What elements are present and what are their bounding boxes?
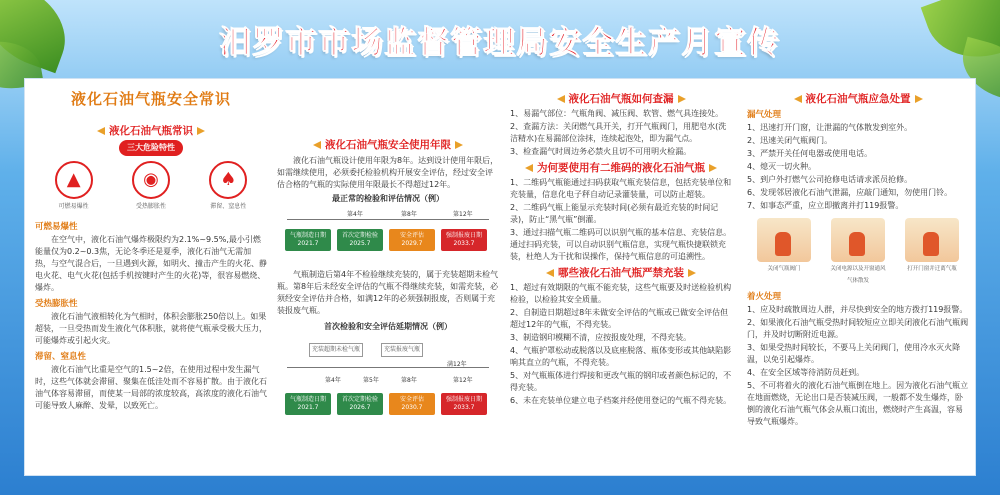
list-item: 3、检查漏气时周边务必禁火且切不可用明火检漏。 — [510, 147, 692, 156]
hazard-item — [200, 161, 256, 213]
gas-cylinder-illustration — [905, 218, 959, 262]
hazard-badge: 三大危险特性 — [119, 140, 183, 156]
section-title-emergency: 液化石油气瓶应急处置 — [747, 93, 969, 105]
section-title-prohibited-filling: 哪些液化石油气瓶严禁充装 — [510, 267, 732, 279]
timeline-axis — [287, 367, 489, 368]
timeline-box: 安全评估 2030.7 — [389, 393, 435, 415]
content-board — [24, 78, 976, 476]
illustration-caption: 关闭电源以及开窗通风气体散发 — [830, 266, 886, 284]
service-life-text: 液化石油气瓶设计使用年限为8年。达到设计使用年限后，如需继续使用，必须委托检验机构开展安全评估，经过安全评估合格的气瓶的实际使用年限最长不得超过12年。 — [277, 156, 499, 189]
timeline-year: 第8年 — [401, 377, 417, 384]
hazard-title: 滞留、窒息性 — [35, 352, 87, 362]
hazard-label: 滞留、窒息性 — [210, 203, 247, 210]
timeline-year: 第8年 — [401, 211, 417, 218]
list-item: 2、自制造日期超过8年未做安全评估的气瓶或已做安全评估但超过12年的气瓶，不得充装。 — [510, 308, 729, 329]
timeline-normal — [277, 193, 499, 269]
timeline-box: 气瓶制造日期 2021.7 — [285, 393, 331, 415]
column-emergency — [747, 79, 969, 475]
hazard-label: 受热膨胀性 — [135, 203, 166, 210]
column-common-sense — [35, 79, 267, 475]
section-title-qr-code: 为何要使用有二维码的液化石油气瓶 — [510, 162, 732, 174]
main-heading: 液化石油气瓶安全常识 — [70, 90, 231, 108]
list-item: 5、不可将着火的液化石油气瓶倒在地上。因为液化石油气瓶立在地面燃烧，无论出口是否装减压阀，一般都不发生爆炸，卧倒的液化石油气瓶气体会从瓶口流出，燃烧时产生高温，容易导致气瓶爆炸。 — [747, 381, 969, 426]
list-item: 1、应及时疏散周边人群，并尽快到安全的地方拨打119报警。 — [747, 305, 968, 314]
list-item: 3、如果受热时间较长，不要马上关闭阀门，使用冷水灭火降温，以免引起爆炸。 — [747, 343, 961, 364]
timeline-year: 第12年 — [453, 211, 473, 218]
list-item: 7、如事态严重，应立即撤离并打119报警。 — [747, 201, 904, 210]
page-title: 汨罗市市场监督管理局安全生产月宣传 — [219, 24, 781, 61]
list-item: 6、未在充装单位建立电子档案并经使用登记的气瓶不得充装。 — [510, 396, 732, 405]
list-item: 4、气瓶护罩松动或脱落以及底座脱落、瓶体变形或其他缺陷影响其直立的气瓶，不得充装。 — [510, 346, 732, 367]
list-item: 1、超过有效期限的气瓶不能充装，这些气瓶要及时送检验机构检验，以检验其安全质量。 — [510, 283, 732, 304]
list-item: 1、二维码气瓶能通过扫码获取气瓶充装信息，包括充装单位和充装量，信息化电子秤自动记录灌装量，可以防止超装。 — [510, 178, 732, 199]
hazard-item — [123, 161, 179, 213]
fire-icon: ▲ — [55, 161, 93, 199]
hazard-text: 液化石油气比重是空气的1.5~2倍，在使用过程中发生漏气时，这些气体就会滞留、聚集在低洼处而不容易扩散。由于液化石油气体容易滞留，而使某一局部的浓度较高，高浓度的液化石油气可能导致人麻醉、发晕，以致死亡。 — [35, 365, 267, 410]
hazard-title: 受热膨胀性 — [35, 299, 78, 309]
expansion-icon: ◉ — [132, 161, 170, 199]
illustration-row — [747, 218, 969, 287]
list-item: 5、对气瓶瓶体进行焊接和更改气瓶的钢印或者颜色标记的，不得充装。 — [510, 371, 732, 392]
list-item: 2、查漏方法：关闭燃气具开关，打开气瓶阀门，用肥皂水(洗洁精水)在易漏部位涂抹，连续起泡处，即为漏气点。 — [510, 122, 727, 143]
list-item: 1、迅速打开门窗，让泄漏的气体散发到室外。 — [747, 123, 913, 132]
list-item: 3、严禁开关任何电器或使用电话。 — [747, 149, 873, 158]
timeline-box: 首次定期检验 2025.7 — [337, 229, 383, 251]
hazard-icons — [35, 161, 267, 213]
list-item: 2、迅速关闭气瓶阀门。 — [747, 136, 833, 145]
section-title-service-life: 液化石油气瓶安全使用年限 — [277, 139, 499, 151]
timeline-delayed — [277, 321, 499, 421]
list-item: 2、二维码气瓶上能显示充装时间(必须有最近充装的时间记录)，防止“黑气瓶”倒灌。 — [510, 203, 719, 224]
service-life-text-2: 气瓶制造后第4年不检验继续充装的，属于充装超期未检气瓶。第8年后未经安全评估的气瓶不得继续充装，如需充装，必须经安全评估并合格，如满12年的必须强制报废，否则属于充装报废气瓶。 — [277, 270, 499, 315]
list-item: 1、易漏气部位：气瓶角阀、减压阀、软管、燃气具连接处。 — [510, 109, 724, 118]
section-title-leak-check: 液化石油气瓶如何查漏 — [510, 93, 732, 105]
illustration-caption: 关闭气瓶阀门 — [767, 266, 801, 272]
timeline-caption: 首次检验和安全评估延期情况（例） — [324, 322, 452, 331]
lungs-icon: ♠ — [209, 161, 247, 199]
gas-cylinder-illustration — [831, 218, 885, 262]
list-item: 5、到户外打燃气公司抢修电话请求派员抢修。 — [747, 175, 913, 184]
hazard-title: 可燃易爆性 — [35, 222, 78, 232]
illustration — [829, 218, 887, 287]
hazard-text: 在空气中，液化石油气爆炸极限约为2.1%~9.5%,最小引燃能量仅为0.2~0.3焦，无论冬季还是夏季，液化石油气无需加热，与空气混合后，一旦遇到火源，如明火、撞击产生的火花、静电火花、电气火花(包括手机按键时产生的火花)等，很容易燃烧、爆炸。 — [35, 235, 267, 292]
list-item: 2、如果液化石油气瓶受热时间较短应立即关闭液化石油气瓶阀门，并及时切断附近电源。 — [747, 318, 969, 339]
timeline-year: 第4年 — [347, 211, 363, 218]
timeline-box: 首次定期检验 2026.7 — [337, 393, 383, 415]
timeline-year: 第12年 — [453, 377, 473, 384]
timeline-label: 充装报废气瓶 — [381, 343, 423, 357]
timeline-box: 气瓶制造日期 2021.7 — [285, 229, 331, 251]
fire-handling-title: 着火处理 — [747, 292, 782, 302]
illustration-caption: 打开门窗并迁离气瓶 — [907, 266, 957, 272]
timeline-year: 第5年 — [363, 377, 379, 384]
timeline-label: 充装超期未检气瓶 — [309, 343, 363, 357]
timeline-span: 满12年 — [447, 361, 467, 368]
hazard-label: 可燃易爆性 — [58, 203, 89, 210]
hazard-item — [46, 161, 102, 213]
illustration — [755, 218, 813, 287]
leak-handling-title: 漏气处理 — [747, 110, 782, 120]
list-item: 3、通过扫描气瓶二维码可以识别气瓶的基本信息、充装信息。通过扫码充装，可以自动识别气瓶信息，实现气瓶快捷联锁充装，杜绝人为干扰和误操作，保持气瓶信息的可追溯性。 — [510, 228, 732, 261]
list-item: 3、制造钢印模糊不清，应按报废处理，不得充装。 — [510, 333, 692, 342]
gas-cylinder-illustration — [757, 218, 811, 262]
timeline-box: 强制报废日期 2033.7 — [441, 229, 487, 251]
timeline-year: 第4年 — [325, 377, 341, 384]
timeline-box: 安全评估 2029.7 — [389, 229, 435, 251]
header — [135, 14, 865, 64]
illustration — [903, 218, 961, 287]
list-item: 4、在安全区域等待消防员赶到。 — [747, 368, 865, 377]
column-service-life — [277, 79, 499, 475]
timeline-box: 强制报废日期 2033.7 — [441, 393, 487, 415]
column-inspection — [510, 79, 732, 475]
hazard-text: 液化石油气液相转化为气相时，体积会膨胀250倍以上。如果超装，一旦受热而发生液化气体积胀，就将使气瓶承受极大压力，可能爆炸或引起火灾。 — [35, 312, 267, 345]
timeline-caption: 最正常的检验和评估情况（例） — [332, 194, 444, 203]
list-item: 4、熄灭一切火种。 — [747, 162, 817, 171]
section-title-common-sense: 液化石油气瓶常识 — [35, 125, 267, 137]
list-item: 6、发现邻居液化石油气泄漏，应敲门通知，勿使用门铃。 — [747, 188, 953, 197]
